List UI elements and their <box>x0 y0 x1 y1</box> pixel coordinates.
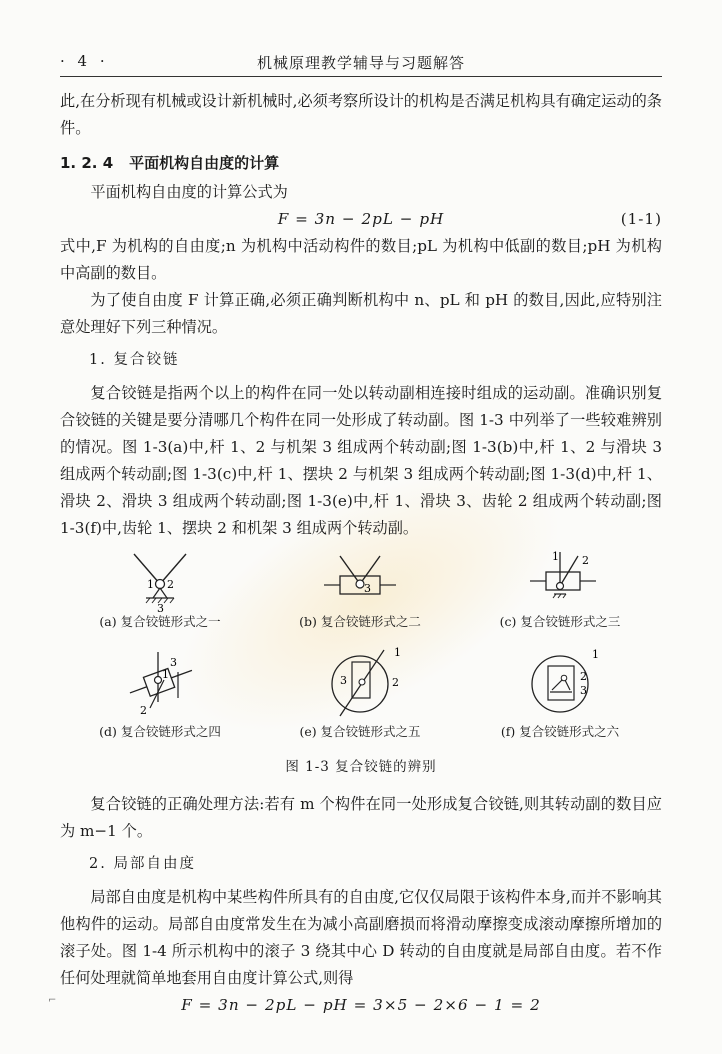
formula-2 <box>60 992 662 1019</box>
figure-f-drawing <box>500 642 620 722</box>
caption-a: (a) 复合铰链形式之一 <box>99 614 221 629</box>
label-1: 1 <box>394 646 401 659</box>
formula-2-text: F = 3n − 2pL − pH = 3×5 − 2×6 − 1 = 2 <box>181 996 541 1014</box>
formula-intro: 平面机构自由度的计算公式为 <box>90 183 288 201</box>
formula-1-1 <box>60 206 662 233</box>
caption-e: (e) 复合铰链形式之五 <box>299 724 421 739</box>
subsection-heading-2: 2. 局部自由度 <box>89 856 196 872</box>
page-number: · 4 · <box>60 52 109 70</box>
label-2: 2 <box>167 578 174 591</box>
label-3: 3 <box>157 602 164 612</box>
caption-b: (b) 复合铰链形式之二 <box>299 614 421 629</box>
figure-b-drawing <box>300 550 420 612</box>
formula-text: F = 3n − 2pL − pH <box>277 210 445 228</box>
page-content <box>60 88 662 1019</box>
formula-explanation: 式中,F 为机构的自由度;n 为机构中活动构件的数目;pL 为机构中低副的数目;pH 为机构中高副的数目。 <box>60 237 662 282</box>
section-heading <box>60 150 662 177</box>
corner-mark: ⌐ <box>48 995 57 1006</box>
figure-d-drawing <box>100 642 220 722</box>
figure-a-drawing <box>100 550 220 612</box>
label-1: 1 <box>552 550 559 563</box>
label-3: 3 <box>340 674 347 687</box>
figure-e <box>260 642 460 740</box>
figure-c <box>460 550 660 630</box>
figure-c-drawing <box>500 550 620 612</box>
figure-d <box>60 642 260 740</box>
subsection-heading-1: 1. 复合铰链 <box>89 352 180 368</box>
notice-paragraph: 为了使自由度 F 计算正确,必须正确判断机构中 n、pL 和 pH 的数目,因此,应特别注意处理好下列三种情况。 <box>60 291 662 336</box>
figure-1-3 <box>60 550 662 746</box>
label-3: 3 <box>580 684 587 697</box>
label-1: 1 <box>162 668 169 681</box>
figure-a <box>60 550 260 630</box>
label-3: 3 <box>170 656 177 669</box>
figure-b <box>260 550 460 630</box>
label-1: 1 <box>592 648 599 661</box>
formula-number: (1-1) <box>620 210 662 228</box>
compound-hinge-method: 复合铰链的正确处理方法:若有 m 个构件在同一处形成复合铰链,则其转动副的数目应为 m−1 个。 <box>60 795 662 840</box>
label-2: 2 <box>392 676 399 689</box>
book-title: 机械原理教学辅导与习题解答 <box>256 54 465 72</box>
caption-d: (d) 复合铰链形式之四 <box>99 724 221 739</box>
figure-e-drawing <box>300 642 420 722</box>
section-number: 1. 2. 4 <box>60 154 114 172</box>
label-2: 2 <box>140 704 147 717</box>
page-header <box>60 50 662 77</box>
caption-f: (f) 复合铰链形式之六 <box>500 724 620 739</box>
intro-paragraph: 此,在分析现有机械或设计新机械时,必须考察所设计的机构是否满足机构具有确定运动的条件。 <box>60 92 662 137</box>
local-dof-paragraph: 局部自由度是机构中某些构件所具有的自由度,它仅仅局限于该构件本身,而并不影响其他构件的运动。局部自由度常发生在为减小高副磨损而将滑动摩擦变成滚动摩擦所增加的滚子处。图 1-4 所示机构中的滚子 3 绕其中心 D 转动的自由度就是局部自由度。若不作任何处理就简单地套用自由度计算公式,则得 <box>60 888 662 987</box>
section-title: 平面机构自由度的计算 <box>129 154 280 172</box>
label-3: 3 <box>364 582 371 595</box>
label-1: 1 <box>147 578 154 591</box>
figure-caption: 图 1-3 复合铰链的辨别 <box>285 759 437 775</box>
label-2: 2 <box>580 670 587 683</box>
figure-f <box>460 642 660 740</box>
label-2: 2 <box>582 554 589 567</box>
compound-hinge-paragraph: 复合铰链是指两个以上的构件在同一处以转动副相连接时组成的运动副。准确识别复合铰链的关键是要分清哪几个构件在同一处形成了转动副。图 1-3 中列举了一些较难辨别的情况。图 1-3(a)中,杆 1、2 与机架 3 组成两个转动副;图 1-3(b)中,杆 1、2 与滑块 3 组成两个转动副;图 1-3(c)中,杆 1、摆块 2 与机架 3 组成两个转动副;图 1-3(d)中,杆 1、滑块 2、滑块 3 组成两个转动副;图 1-3(e)中,杆 1、滑块 3、齿轮 2 组成两个转动副;图 1-3(f)中,齿轮 1、摆块 2 和机架 3 组成两个转动副。 <box>60 384 662 537</box>
caption-c: (c) 复合铰链形式之三 <box>499 614 621 629</box>
